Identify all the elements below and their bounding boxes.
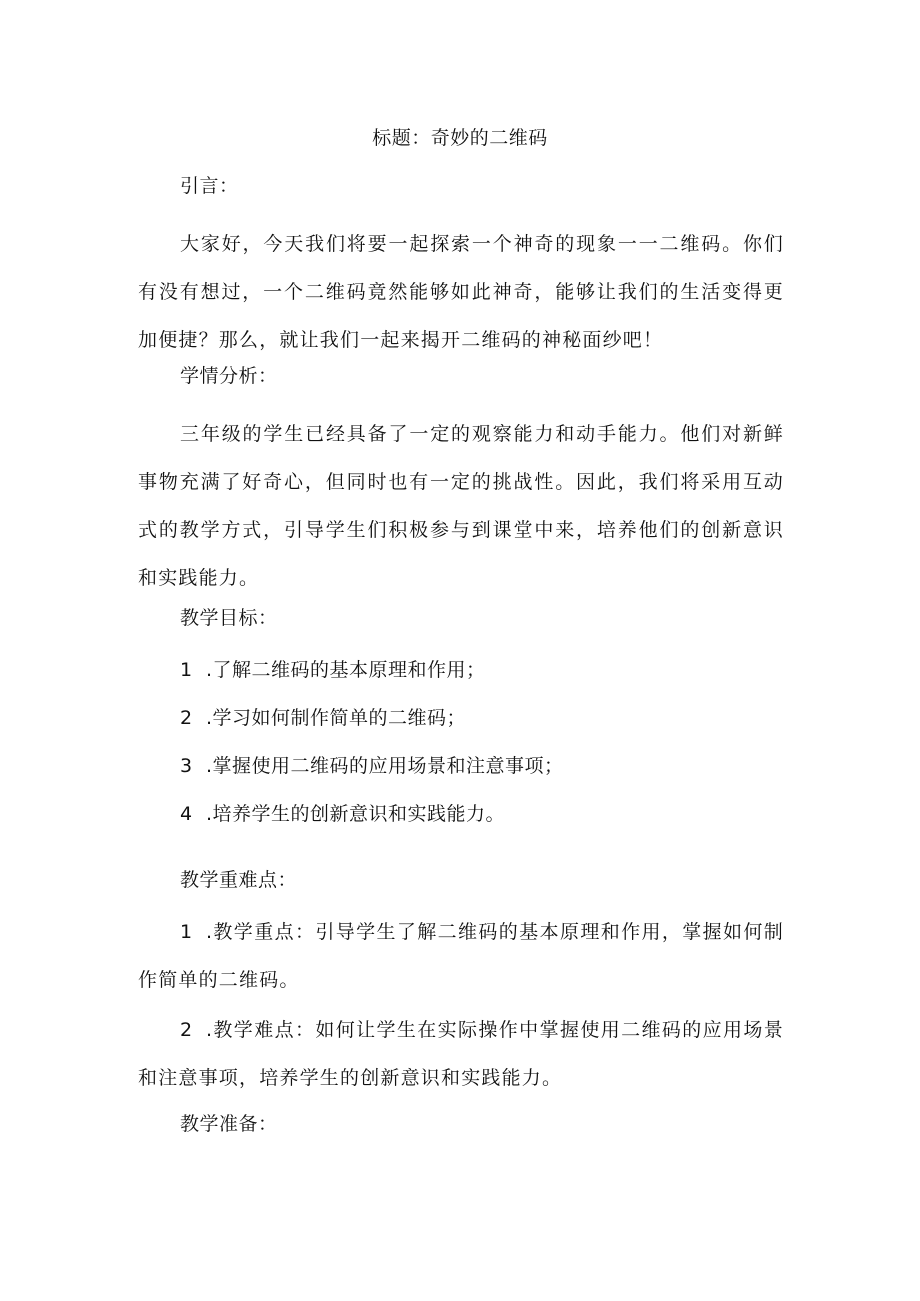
objective-number: 1	[180, 659, 193, 681]
key-point-number: 2	[180, 1019, 194, 1041]
objective-text: .掌握使用二维码的应用场景和注意事项；	[206, 755, 564, 777]
objective-item	[180, 704, 466, 732]
key-point-item	[138, 908, 784, 1004]
objective-number: 2	[180, 707, 193, 729]
document-title: 标题：奇妙的二维码	[372, 127, 548, 149]
objective-number: 4	[180, 803, 193, 825]
intro-heading: 引言：	[180, 175, 239, 197]
key-point-number: 1	[180, 921, 194, 943]
analysis-paragraph: 三年级的学生已经具备了一定的观察能力和动手能力。他们对新鲜事物充满了好奇心，但同时也有一定的挑战性。因此，我们将采用互动式的教学方式，引导学生们积极参与到课堂中来，培养他们的创新意识和实践能力。	[138, 423, 784, 589]
key-points-heading: 教学重难点：	[180, 869, 298, 891]
objective-item	[180, 656, 486, 684]
objective-item	[180, 800, 505, 828]
objective-text: .学习如何制作简单的二维码；	[206, 707, 467, 729]
analysis-heading: 学情分析：	[180, 365, 278, 387]
objectives-heading: 教学目标：	[180, 607, 278, 629]
key-point-text: .教学难点：如何让学生在实际操作中掌握使用二维码的应用场景和注意事项，培养学生的创新意识和实践能力。	[138, 1019, 784, 1089]
preparation-heading: 教学准备：	[180, 1113, 278, 1135]
objective-number: 3	[180, 755, 193, 777]
key-point-text: .教学重点：引导学生了解二维码的基本原理和作用，掌握如何制作简单的二维码。	[138, 921, 784, 991]
key-point-item	[138, 1006, 784, 1102]
objective-text: .了解二维码的基本原理和作用；	[206, 659, 486, 681]
objective-text: .培养学生的创新意识和实践能力。	[206, 803, 506, 825]
objective-item	[180, 752, 564, 780]
intro-paragraph: 大家好，今天我们将要一起探索一个神奇的现象一一二维码。你们有没有想过，一个二维码竟然能够如此神奇，能够让我们的生活变得更加便捷？那么，就让我们一起来揭开二维码的神秘面纱吧！	[138, 233, 784, 351]
